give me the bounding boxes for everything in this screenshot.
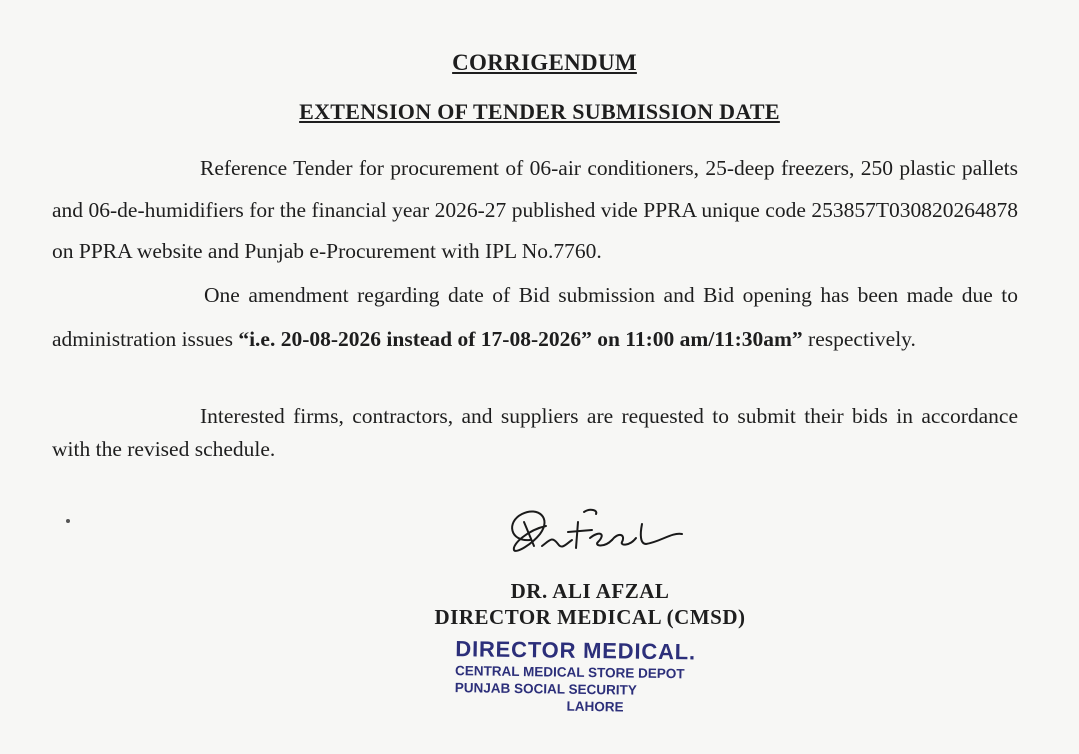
stamp-line-1: DIRECTOR MEDICAL. — [455, 636, 697, 665]
stray-mark — [66, 519, 70, 523]
amendment-paragraph — [52, 273, 1018, 361]
amendment-dates: “i.e. 20-08-2026 instead of 17-08-2026” on 11:00 am/11:30am” — [238, 327, 803, 351]
amendment-text-end: respectively. — [802, 327, 916, 351]
official-stamp — [454, 636, 725, 717]
stamp-line-2: CENTRAL MEDICAL STORE DEPOT — [454, 663, 685, 682]
stamp-line-4: LAHORE — [566, 698, 624, 715]
reference-paragraph: Reference Tender for procurement of 06-air conditioners, 25-deep freezers, 250 plastic pallets and 06-de-humidifiers for the financial year 2026-27 published vide PPRA unique code 253857T030820264878 on PPRA website and Punjab e-Procurement with IPL No.7760. — [52, 156, 1018, 263]
signatory-designation: DIRECTOR MEDICAL (CMSD) — [434, 605, 746, 629]
handwritten-signature — [500, 500, 690, 570]
amendment-text: One amendment regarding date of Bid submission and Bid opening has been made due to administration issues — [52, 283, 1018, 351]
document-title: CORRIGENDUM — [452, 50, 637, 75]
stamp-line-3: PUNJAB SOCIAL SECURITY — [454, 680, 637, 698]
instruction-paragraph: Interested firms, contractors, and suppliers are requested to submit their bids in accordance with the revised schedule. — [52, 404, 1018, 461]
document-subtitle: EXTENSION OF TENDER SUBMISSION DATE — [299, 99, 780, 124]
signatory-name: DR. ALI AFZAL — [510, 579, 670, 603]
